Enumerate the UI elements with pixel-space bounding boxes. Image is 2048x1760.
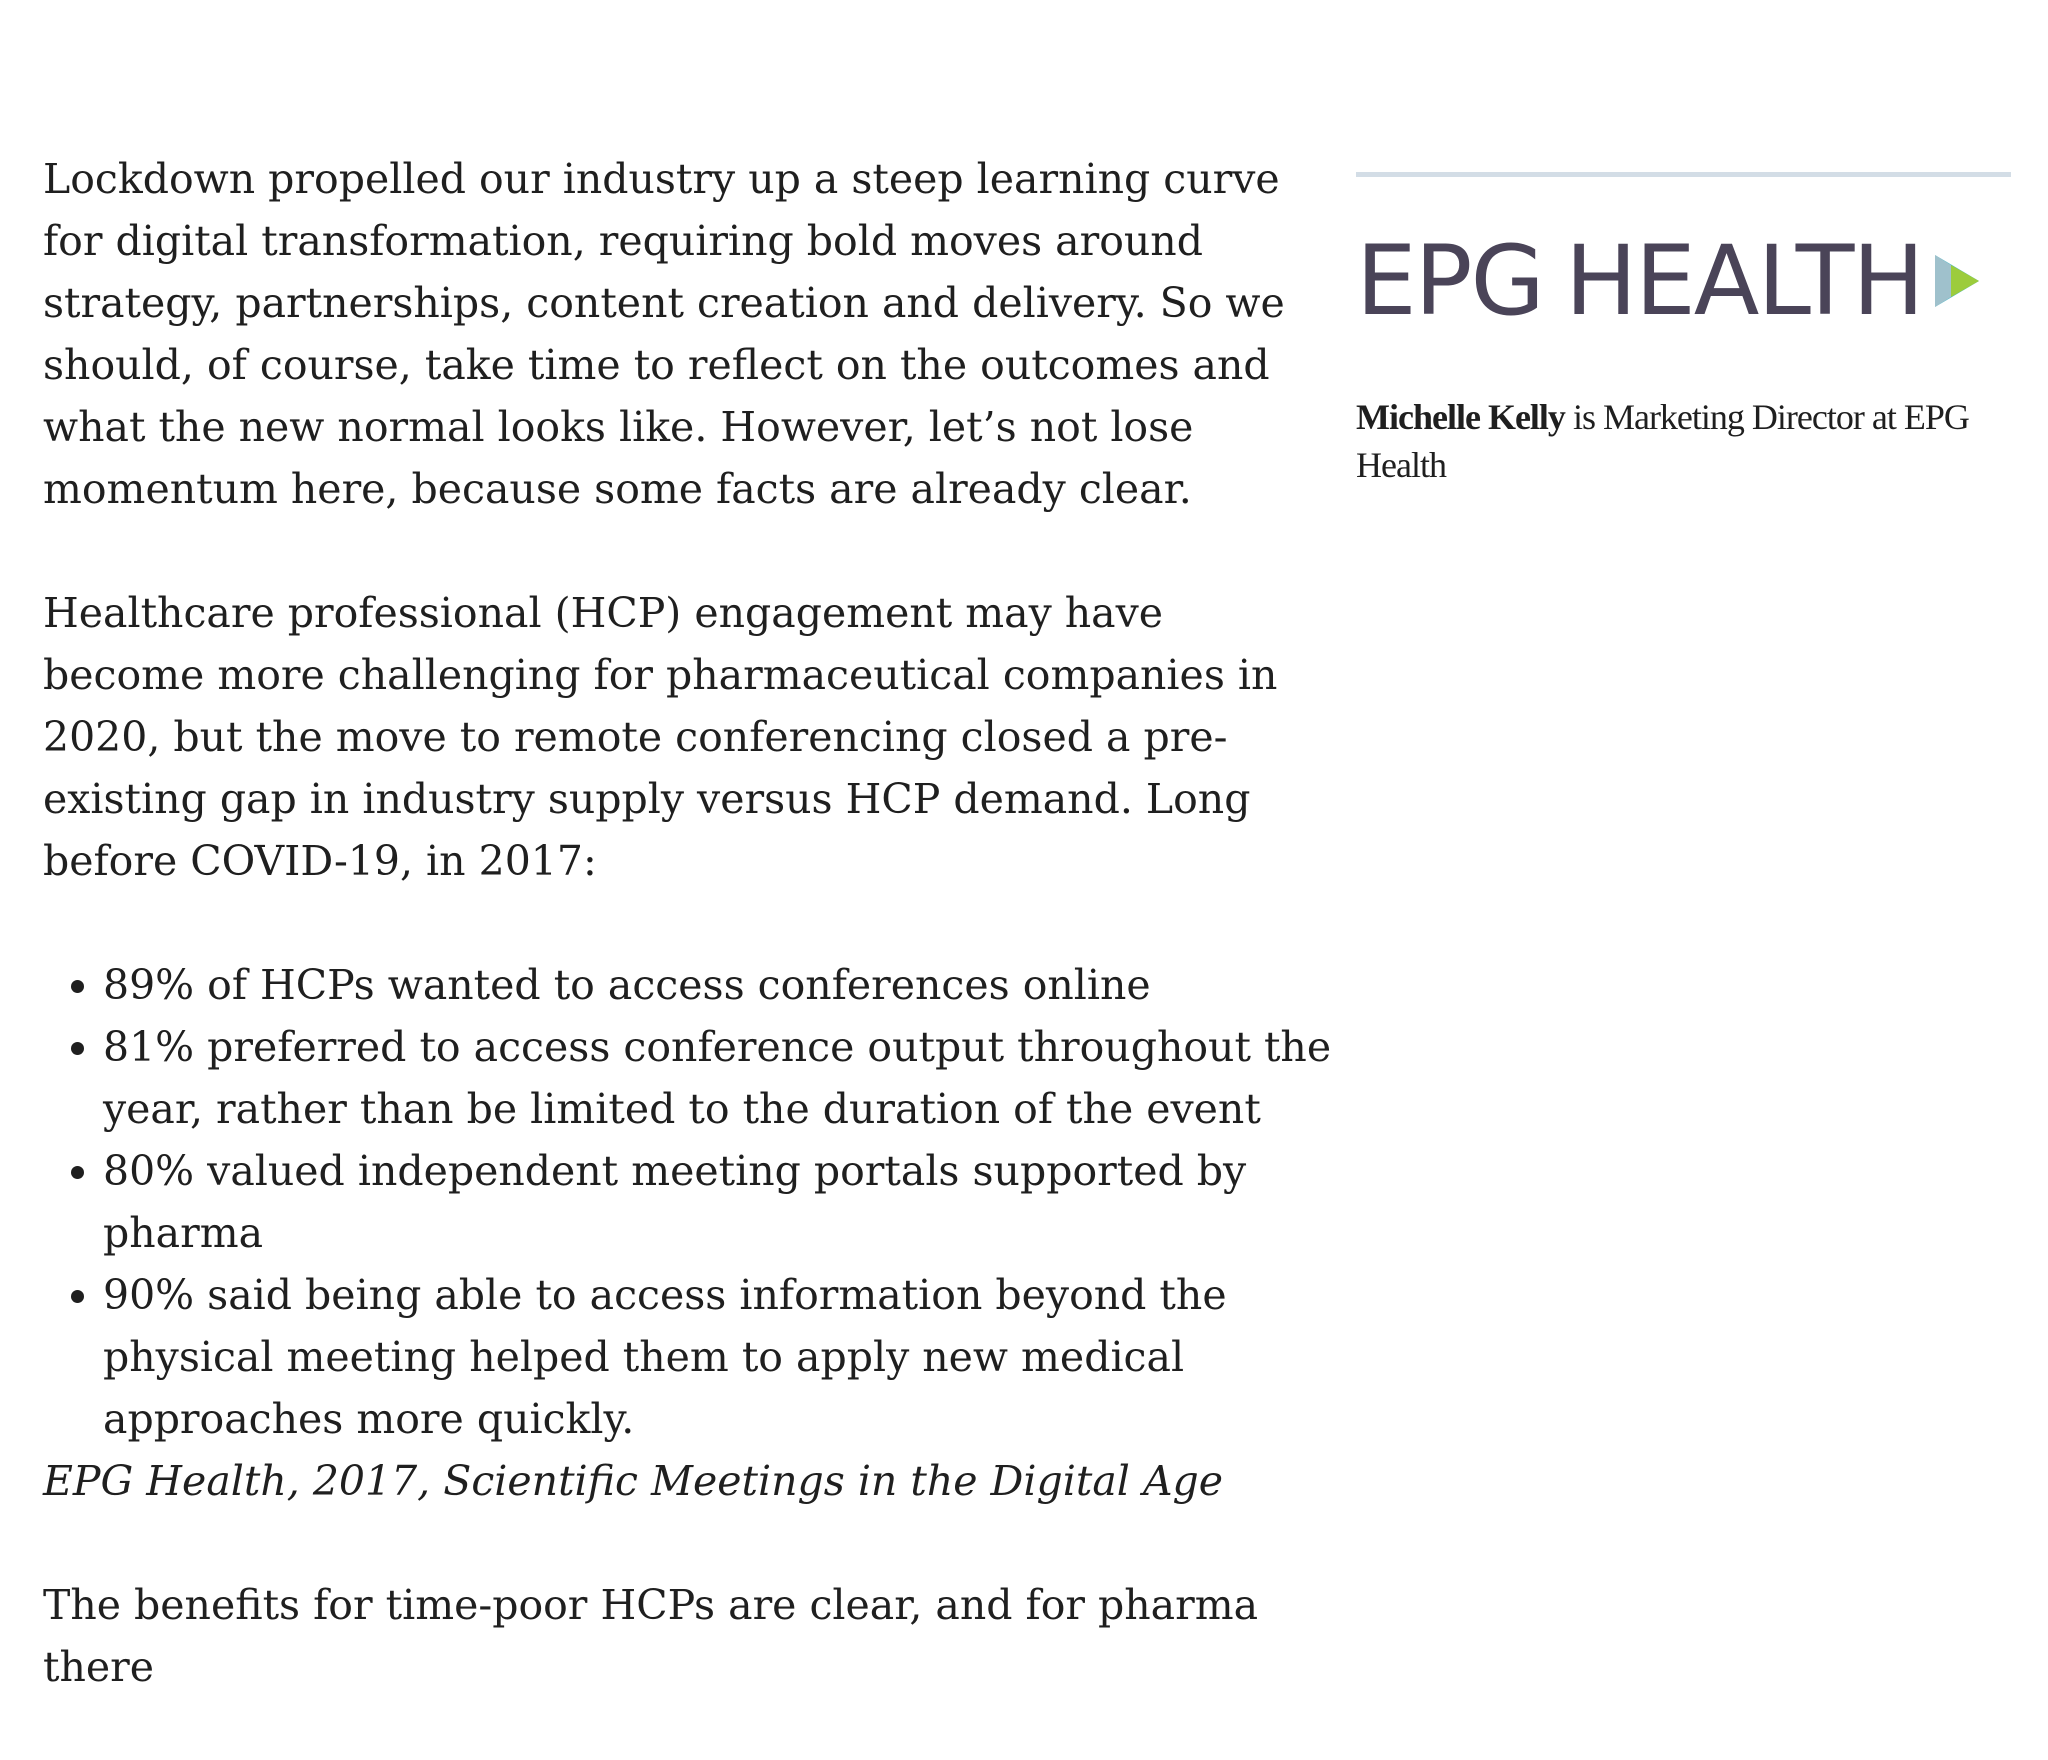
list-item: • 90% said being able to access information beyond the physical meeting helped them to apply new medical approaches more quickly.	[103, 1264, 1333, 1450]
list-item: • 80% valued independent meeting portals supported by pharma	[103, 1140, 1333, 1264]
article-body	[43, 148, 1333, 1760]
citation: EPG Health, 2017, Scientific Meetings in the Digital Age	[43, 1457, 1224, 1505]
list-item: • 89% of HCPs wanted to access conferences online	[103, 954, 1333, 1016]
play-triangle-icon	[1931, 249, 1983, 313]
logo-word-health: HEALTH	[1564, 225, 1923, 337]
statistics-list	[43, 954, 1333, 1450]
article-paragraph: The benefits for time-poor HCPs are clear, and for pharma there	[43, 1581, 1259, 1691]
epg-health-logo	[1356, 225, 2011, 337]
article-paragraph: Lockdown propelled our industry up a steep learning curve for digital transformation, requiring bold moves around strategy, partnerships, content creation and delivery. So we should, of course, take time to reflect on the outcomes and what the new normal looks like. However, let’s not lose momentum here, because some facts are already clear.	[43, 155, 1285, 513]
list-item: • 81% preferred to access conference output throughout the year, rather than be limited to the duration of the event	[103, 1016, 1333, 1140]
divider	[1356, 172, 2011, 177]
author-role: is Marketing Director at EPG Health	[1356, 397, 1969, 485]
logo-word-epg: EPG	[1356, 225, 1543, 337]
author-bio	[1356, 393, 2011, 489]
article-paragraph: Healthcare professional (HCP) engagement may have become more challenging for pharmaceutical companies in 2020, but the move to remote conferencing closed a pre-existing gap in industry supply versus HCP demand. Long before COVID-19, in 2017:	[43, 589, 1278, 885]
author-name: Michelle Kelly	[1356, 397, 1565, 437]
author-sidebar	[1356, 172, 2011, 489]
